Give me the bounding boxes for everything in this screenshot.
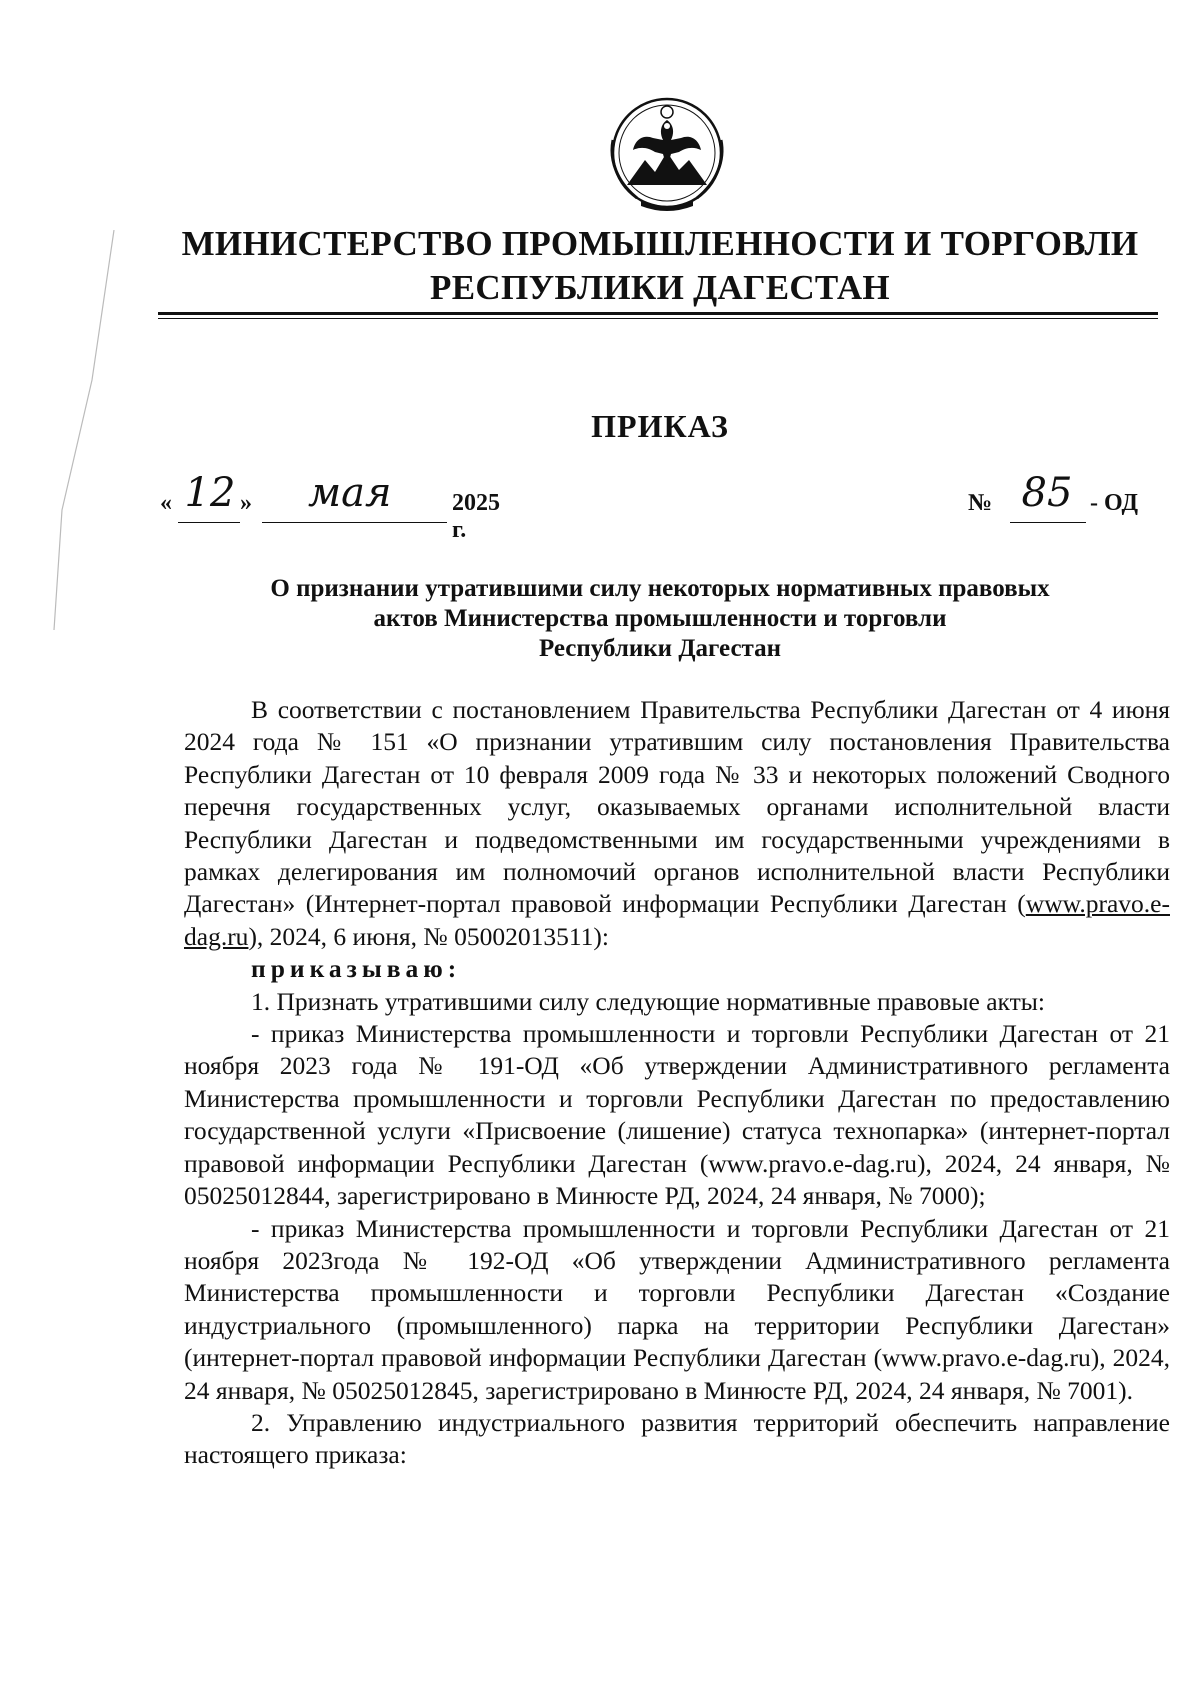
item-1-act-b: - приказ Министерства промышленности и торговли Республики Дагестан от 21 ноября 2023года № 192-ОД «Об утверждении Административного регламента Министерства промышленности и торговли Республики Дагестан «Создание индустриального (промышленного) парка на территории Республики Дагестан» (интернет-портал правовой информации Республики Дагестан (www.pravo.e-dag.ru), 2024, 24 января, № 05025012845, зарегистрировано в Минюсте РД, 2024, 24 января, № 7001). bbox=[184, 1213, 1170, 1405]
order-number-handwritten: 85 bbox=[1021, 470, 1073, 516]
item-2: 2. Управлению индустриального развития территорий обеспечить направление настоящего приказа: bbox=[184, 1407, 1170, 1470]
date-month-underline bbox=[262, 522, 447, 523]
dagestan-coat-of-arms-icon bbox=[593, 90, 741, 216]
number-sign: № bbox=[968, 490, 993, 516]
date-month-handwritten: мая bbox=[308, 470, 392, 516]
subject-line1: О признании утратившими силу некоторых нормативных правовых bbox=[270, 575, 1050, 602]
order-number-suffix: - ОД bbox=[1090, 490, 1138, 516]
preamble-text: В соответствии с постановлением Правительства Республики Дагестан от 4 июня 2024 года № 151 «О признании утратившим силу постановления Правительства Республики Дагестан от 10 февраля 2009 года № 33 и некоторых положений Сводного перечня государственных услуг, оказываемых органами исполнительной власти Республики Дагестан и подведомственными им государственными учреждениями в рамках делегирования им полномочий органов исполнительной власти Республики Дагестан» (Интернет-портал правовой информации Республики Дагестан ( bbox=[184, 695, 1170, 919]
pravo-portal-link[interactable]: www.pravo.e-dag.ru bbox=[184, 889, 1170, 951]
subject-line2: актов Министерства промышленности и торговли bbox=[373, 605, 947, 632]
header-rule-thin bbox=[158, 318, 1158, 319]
date-year: 2025 г. bbox=[452, 490, 500, 543]
order-number bbox=[960, 470, 1160, 530]
order-date-number-line bbox=[160, 470, 1160, 543]
order-title: ПРИКАЗ bbox=[591, 408, 729, 444]
preamble-paragraph bbox=[184, 694, 1170, 953]
order-subject bbox=[160, 574, 1160, 664]
subject-line3: Республики Дагестан bbox=[538, 635, 782, 662]
header-rule-thick bbox=[158, 312, 1158, 315]
scan-margin-mark bbox=[52, 230, 122, 630]
date-day-handwritten: 12 bbox=[184, 470, 236, 516]
ministry-name-line2: РЕСПУБЛИКИ ДАГЕСТАН bbox=[430, 268, 890, 307]
date-quote-open: « bbox=[160, 490, 172, 516]
item-1: 1. Признать утратившими силу следующие нормативные правовые акты: bbox=[251, 986, 1045, 1016]
ministry-name bbox=[160, 222, 1160, 310]
date-quote-close: » bbox=[240, 490, 252, 516]
date-day-underline bbox=[178, 522, 240, 523]
preamble-text-end: ), 2024, 6 июня, № 05002013511): bbox=[248, 921, 609, 951]
order-number-underline bbox=[1010, 522, 1086, 523]
ministry-name-line1: МИНИСТЕРСТВО ПРОМЫШЛЕННОСТИ И ТОРГОВЛИ bbox=[181, 224, 1139, 263]
order-body bbox=[184, 694, 1170, 1472]
item-1-act-a: - приказ Министерства промышленности и торговли Республики Дагестан от 21 ноября 2023 года № 191-ОД «Об утверждении Административного регламента Министерства промышленности и торговли Республики Дагестан по предоставлению государственной услуги «Присвоение (лишение) статуса технопарка» (интернет-портал правовой информации Республики Дагестан (www.pravo.e-dag.ru), 2024, 24 января, № 05025012844, зарегистрировано в Минюсте РД, 2024, 24 января, № 7000); bbox=[184, 1019, 1170, 1211]
order-keyword: приказываю: bbox=[251, 954, 462, 984]
